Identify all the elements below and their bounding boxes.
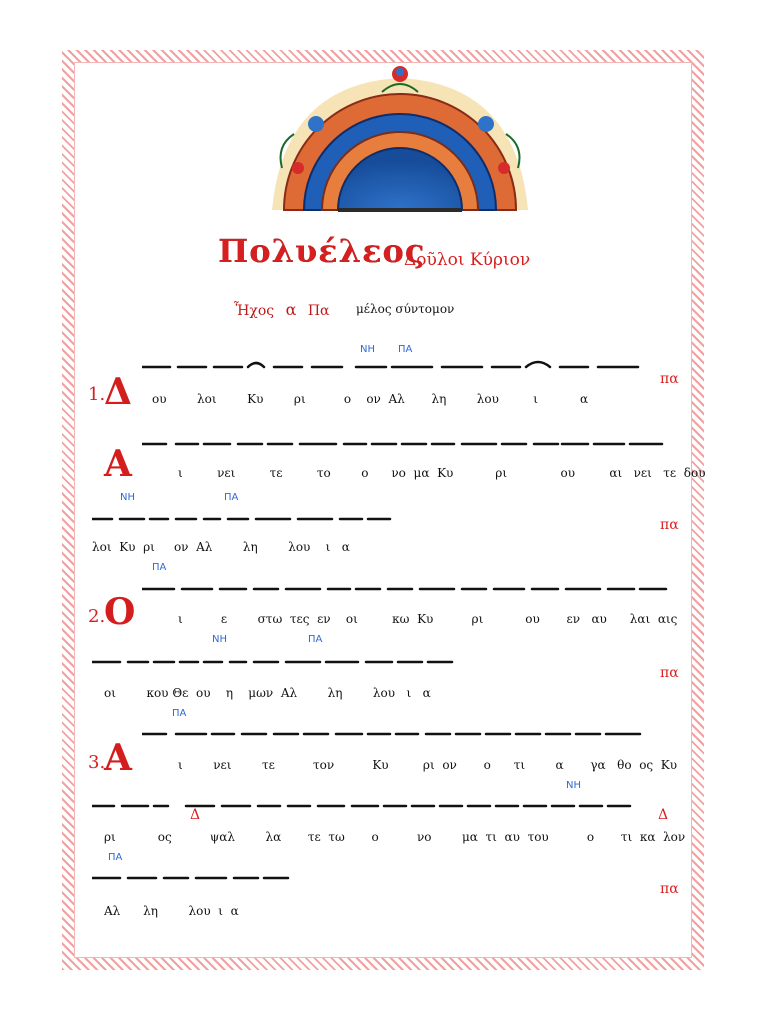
martyria-mark: Δ bbox=[658, 807, 669, 823]
syllable-line: λοι Κυ ρι ον Αλ λη λου ι α bbox=[92, 540, 350, 554]
interval-label: ΝΗ bbox=[120, 492, 135, 503]
neume-line bbox=[142, 720, 672, 746]
end-mark: πα bbox=[660, 881, 679, 897]
neume-line bbox=[92, 505, 392, 531]
drop-capital: Α bbox=[104, 443, 132, 485]
syllable-line: ι νει τε τον Κυ ρι ον ο τι α γα θο ος Κυ bbox=[178, 758, 678, 772]
syllable-line: ου λοι Κυ ρι ο ον Αλ λη λου ι α bbox=[152, 392, 589, 406]
end-mark: πα bbox=[660, 371, 679, 387]
neume-line bbox=[142, 352, 652, 378]
end-mark: πα bbox=[660, 517, 679, 533]
interval-label: ΠΑ bbox=[108, 852, 123, 863]
melos-label: μέλος σύντομον bbox=[356, 302, 455, 316]
interval-label: ΠΑ bbox=[172, 708, 187, 719]
neume-line bbox=[92, 648, 472, 674]
drop-capital: Ο bbox=[104, 591, 136, 633]
neume-line bbox=[92, 792, 672, 818]
mode-label: Ἦχος bbox=[234, 303, 275, 319]
syllable-line: ι νει τε το ο νο μα Κυ ρι ου αι νει τε δου bbox=[178, 466, 706, 480]
interval-label: ΝΗ bbox=[566, 780, 581, 791]
interval-label: ΠΑ bbox=[398, 344, 413, 355]
page-title: Πολυέλεος bbox=[218, 232, 426, 270]
mode-pa: Πα bbox=[307, 303, 330, 319]
neume-line bbox=[142, 575, 672, 601]
interval-label: ΝΗ bbox=[212, 634, 227, 645]
neume-line bbox=[142, 430, 672, 456]
interval-label: ΠΑ bbox=[224, 492, 239, 503]
ornament-headpiece bbox=[264, 64, 536, 216]
mode-echos: α bbox=[285, 300, 297, 319]
martyria-mark: Δ bbox=[190, 807, 201, 823]
subtitle: Δοῦλοι Κύριον bbox=[404, 250, 531, 270]
syllable-line: ι ε στω τες εν οι κω Κυ ρι ου εν αυ λαι αις bbox=[178, 612, 678, 626]
interval-label: ΝΗ bbox=[360, 344, 375, 355]
interval-label: ΠΑ bbox=[152, 562, 167, 573]
end-mark: πα bbox=[660, 665, 679, 681]
neume-line bbox=[92, 864, 392, 890]
syllable-line: ρι ος ψαλ λα τε τω ο νο μα τι αυ του ο τι κα λον bbox=[104, 830, 686, 844]
drop-capital: Δ bbox=[104, 371, 132, 413]
verse-number: 3. bbox=[88, 752, 106, 773]
verse-number: 2. bbox=[88, 606, 106, 627]
verse-number: 1. bbox=[88, 384, 106, 405]
syllable-line: οι κου Θε ου η μων Αλ λη λου ι α bbox=[104, 686, 431, 700]
interval-label: ΠΑ bbox=[308, 634, 323, 645]
mode-indicator bbox=[234, 300, 330, 319]
syllable-line: Αλ λη λου ι α bbox=[104, 904, 239, 918]
drop-capital: Α bbox=[104, 737, 132, 779]
